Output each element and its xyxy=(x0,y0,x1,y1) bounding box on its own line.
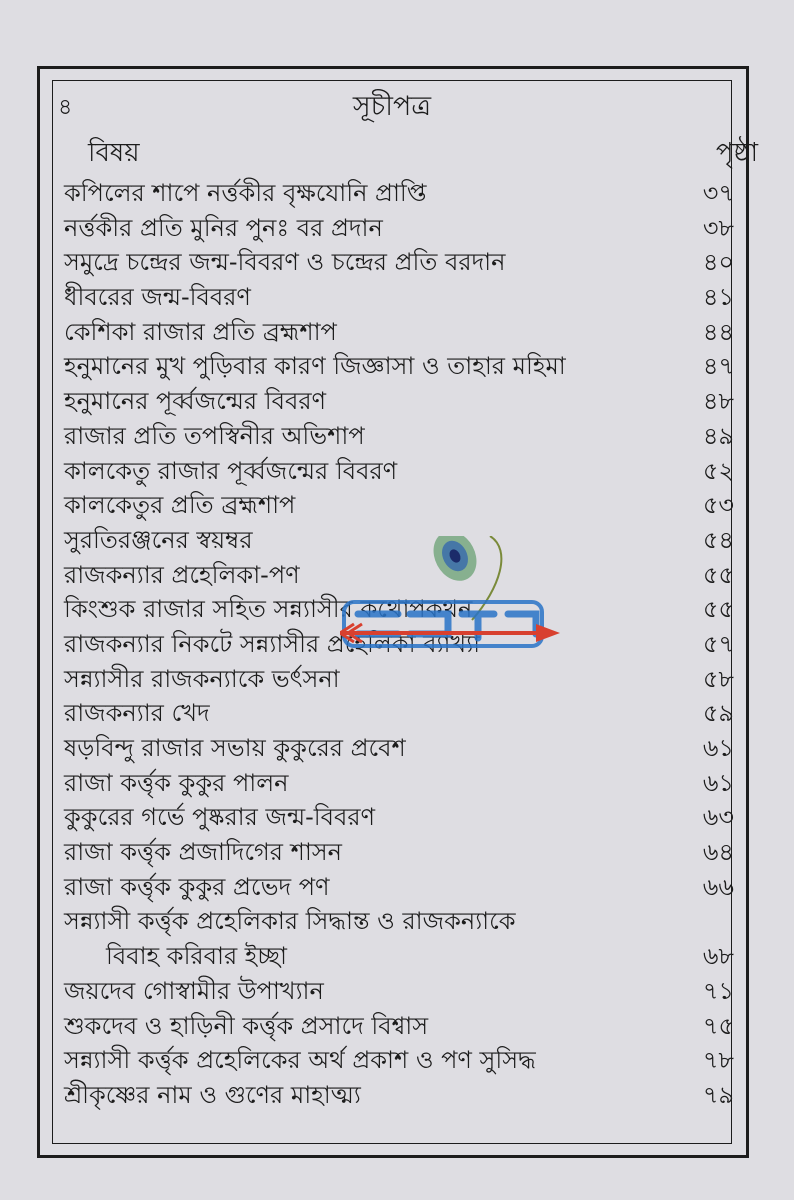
toc-entry-title: হনুমানের মুখ পুড়িবার কারণ জিজ্ঞাসা ও তাহার মহিমা xyxy=(64,352,566,381)
toc-row xyxy=(64,800,734,835)
toc-entry-title: কপিলের শাপে নর্ত্তকীর বৃক্ষযোনি প্রাপ্তি xyxy=(64,179,427,207)
toc-row xyxy=(64,245,734,280)
toc-entry-page: ৫৭ xyxy=(702,629,734,658)
toc-entry-page: ৪০ xyxy=(702,248,734,277)
toc-entry-page: ৭৯ xyxy=(702,1080,734,1109)
page-number: ৪ xyxy=(58,95,73,120)
toc-entry-title: রাজা কর্ত্তৃক কুকুর পালন xyxy=(64,768,289,797)
toc-entry-page: ৬৬ xyxy=(702,872,734,901)
toc-entry-page: ৫২ xyxy=(702,456,734,485)
toc-row xyxy=(64,419,734,454)
toc-row xyxy=(64,1009,734,1044)
toc-entry-page: ৬৩ xyxy=(702,803,734,832)
toc-entry-page: ৪৮ xyxy=(702,387,734,416)
toc-row xyxy=(64,384,734,419)
toc-entry-title: কেশিকা রাজার প্রতি ব্রহ্মশাপ xyxy=(64,317,337,346)
toc-row xyxy=(64,176,734,211)
toc-entry-page: ৫৪ xyxy=(702,525,734,554)
toc-entry-page: ৫৩ xyxy=(702,491,734,520)
toc-entry-title: নর্ত্তকীর প্রতি মুনির পুনঃ বর প্রদান xyxy=(64,213,383,242)
toc-row xyxy=(64,558,734,593)
toc-row xyxy=(64,766,734,801)
toc-row xyxy=(64,211,734,246)
toc-row xyxy=(64,592,734,627)
toc-row xyxy=(64,974,734,1009)
toc-entry-page: ৫৫ xyxy=(702,595,734,624)
toc-entry-title: হনুমানের পূর্ব্বজন্মের বিবরণ xyxy=(64,387,327,416)
subject-column-header: বিষয় xyxy=(88,138,140,168)
toc-row xyxy=(64,315,734,350)
toc-row xyxy=(64,731,734,766)
toc-entry-page: ৬১ xyxy=(702,734,734,762)
toc-entry-title: সন্ন্যাসী কর্ত্তৃক প্রহেলিকের অর্থ প্রকাশ ও পণ সুসিদ্ধ xyxy=(64,1046,536,1075)
toc-row xyxy=(64,280,734,315)
toc-entry-page: ৪৪ xyxy=(702,317,734,346)
toc-row xyxy=(64,835,734,870)
toc-entry-title: কুকুরের গর্ভে পুষ্করার জন্ম-বিবরণ xyxy=(64,803,376,832)
toc-entry-title: বিবাহ করিবার ইচ্ছা xyxy=(106,942,287,971)
toc-entry-title: কালকেতুর প্রতি ব্রহ্মশাপ xyxy=(64,491,296,520)
toc-entry-page: ৪১ xyxy=(702,283,734,312)
toc-entry-title: সুরতিরঞ্জনের স্বয়ম্বর xyxy=(64,525,253,554)
toc-entry-page: ৫৮ xyxy=(702,664,734,693)
toc-entry-page: ৩৭ xyxy=(702,179,734,207)
toc-entry-title: সন্ন্যাসীর রাজকন্যাকে ভর্ৎসনা xyxy=(64,664,340,693)
toc-row xyxy=(64,870,734,905)
toc-row xyxy=(64,523,734,558)
toc-row xyxy=(64,939,734,974)
toc-entry-page: ৬১ xyxy=(702,768,734,797)
toc-entry-title: রাজার প্রতি তপস্বিনীর অভিশাপ xyxy=(64,421,365,450)
toc-row xyxy=(64,349,734,384)
toc-entry-page: ৭১ xyxy=(702,976,734,1005)
toc-entry-title: সমুদ্রে চন্দ্রের জন্ম-বিবরণ ও চন্দ্রের প্রতি বরদান xyxy=(64,248,506,277)
toc-entry-title: জয়দেব গোস্বামীর উপাখ্যান xyxy=(64,976,324,1005)
table-of-contents xyxy=(64,176,734,1113)
toc-entry-title: ধীবরের জন্ম-বিবরণ xyxy=(64,283,251,312)
toc-entry-title: রাজকন্যার প্রহেলিকা-পণ xyxy=(64,560,300,589)
toc-entry-page: ৭৫ xyxy=(702,1011,734,1040)
toc-entry-page: ৩৮ xyxy=(702,213,734,242)
toc-entry-page: ৬৪ xyxy=(702,838,734,867)
toc-entry-title: রাজকন্যার খেদ xyxy=(64,699,210,728)
toc-row xyxy=(64,1043,734,1078)
toc-entry-page: ৪৯ xyxy=(702,421,734,450)
toc-row xyxy=(64,662,734,697)
toc-row xyxy=(64,696,734,731)
toc-entry-title: কিংশুক রাজার সহিত সন্ন্যাসীর কথোপকথন xyxy=(64,595,473,624)
toc-entry-page: ৬৮ xyxy=(702,942,734,971)
toc-row xyxy=(64,904,734,939)
toc-row xyxy=(64,627,734,662)
toc-entry-page: ৫৯ xyxy=(702,699,734,728)
toc-row xyxy=(64,488,734,523)
toc-entry-title: রাজা কর্ত্তৃক কুকুর প্রভেদ পণ xyxy=(64,872,330,901)
toc-entry-page: ৭৮ xyxy=(702,1046,734,1075)
page-column-header: পৃষ্ঠা xyxy=(715,138,758,168)
toc-entry-title: কালকেতু রাজার পূর্ব্বজন্মের বিবরণ xyxy=(64,456,398,485)
toc-entry-page: ৪৭ xyxy=(702,352,734,381)
page-title: সূচীপত্র xyxy=(352,91,432,122)
toc-entry-title: রাজা কর্ত্তৃক প্রজাদিগের শাসন xyxy=(64,838,342,867)
toc-entry-title: সন্ন্যাসী কর্ত্তৃক প্রহেলিকার সিদ্ধান্ত ও রাজকন্যাকে xyxy=(64,907,516,936)
toc-row xyxy=(64,454,734,489)
toc-entry-title: রাজকন্যার নিকটে সন্ন্যাসীর প্রহেলিকা ব্যাখ্যা xyxy=(64,629,481,658)
page-header xyxy=(52,80,732,124)
toc-row xyxy=(64,1078,734,1113)
toc-entry-page: ৫৫ xyxy=(702,560,734,589)
toc-entry-title: শুকদেব ও হাড়িনী কর্ত্তৃক প্রসাদে বিশ্বাস xyxy=(64,1011,429,1040)
toc-entry-title: শ্রীকৃষ্ণের নাম ও গুণের মাহাত্ম্য xyxy=(64,1080,361,1109)
toc-entry-title: ষড়বিন্দু রাজার সভায় কুকুরের প্রবেশ xyxy=(64,734,406,762)
